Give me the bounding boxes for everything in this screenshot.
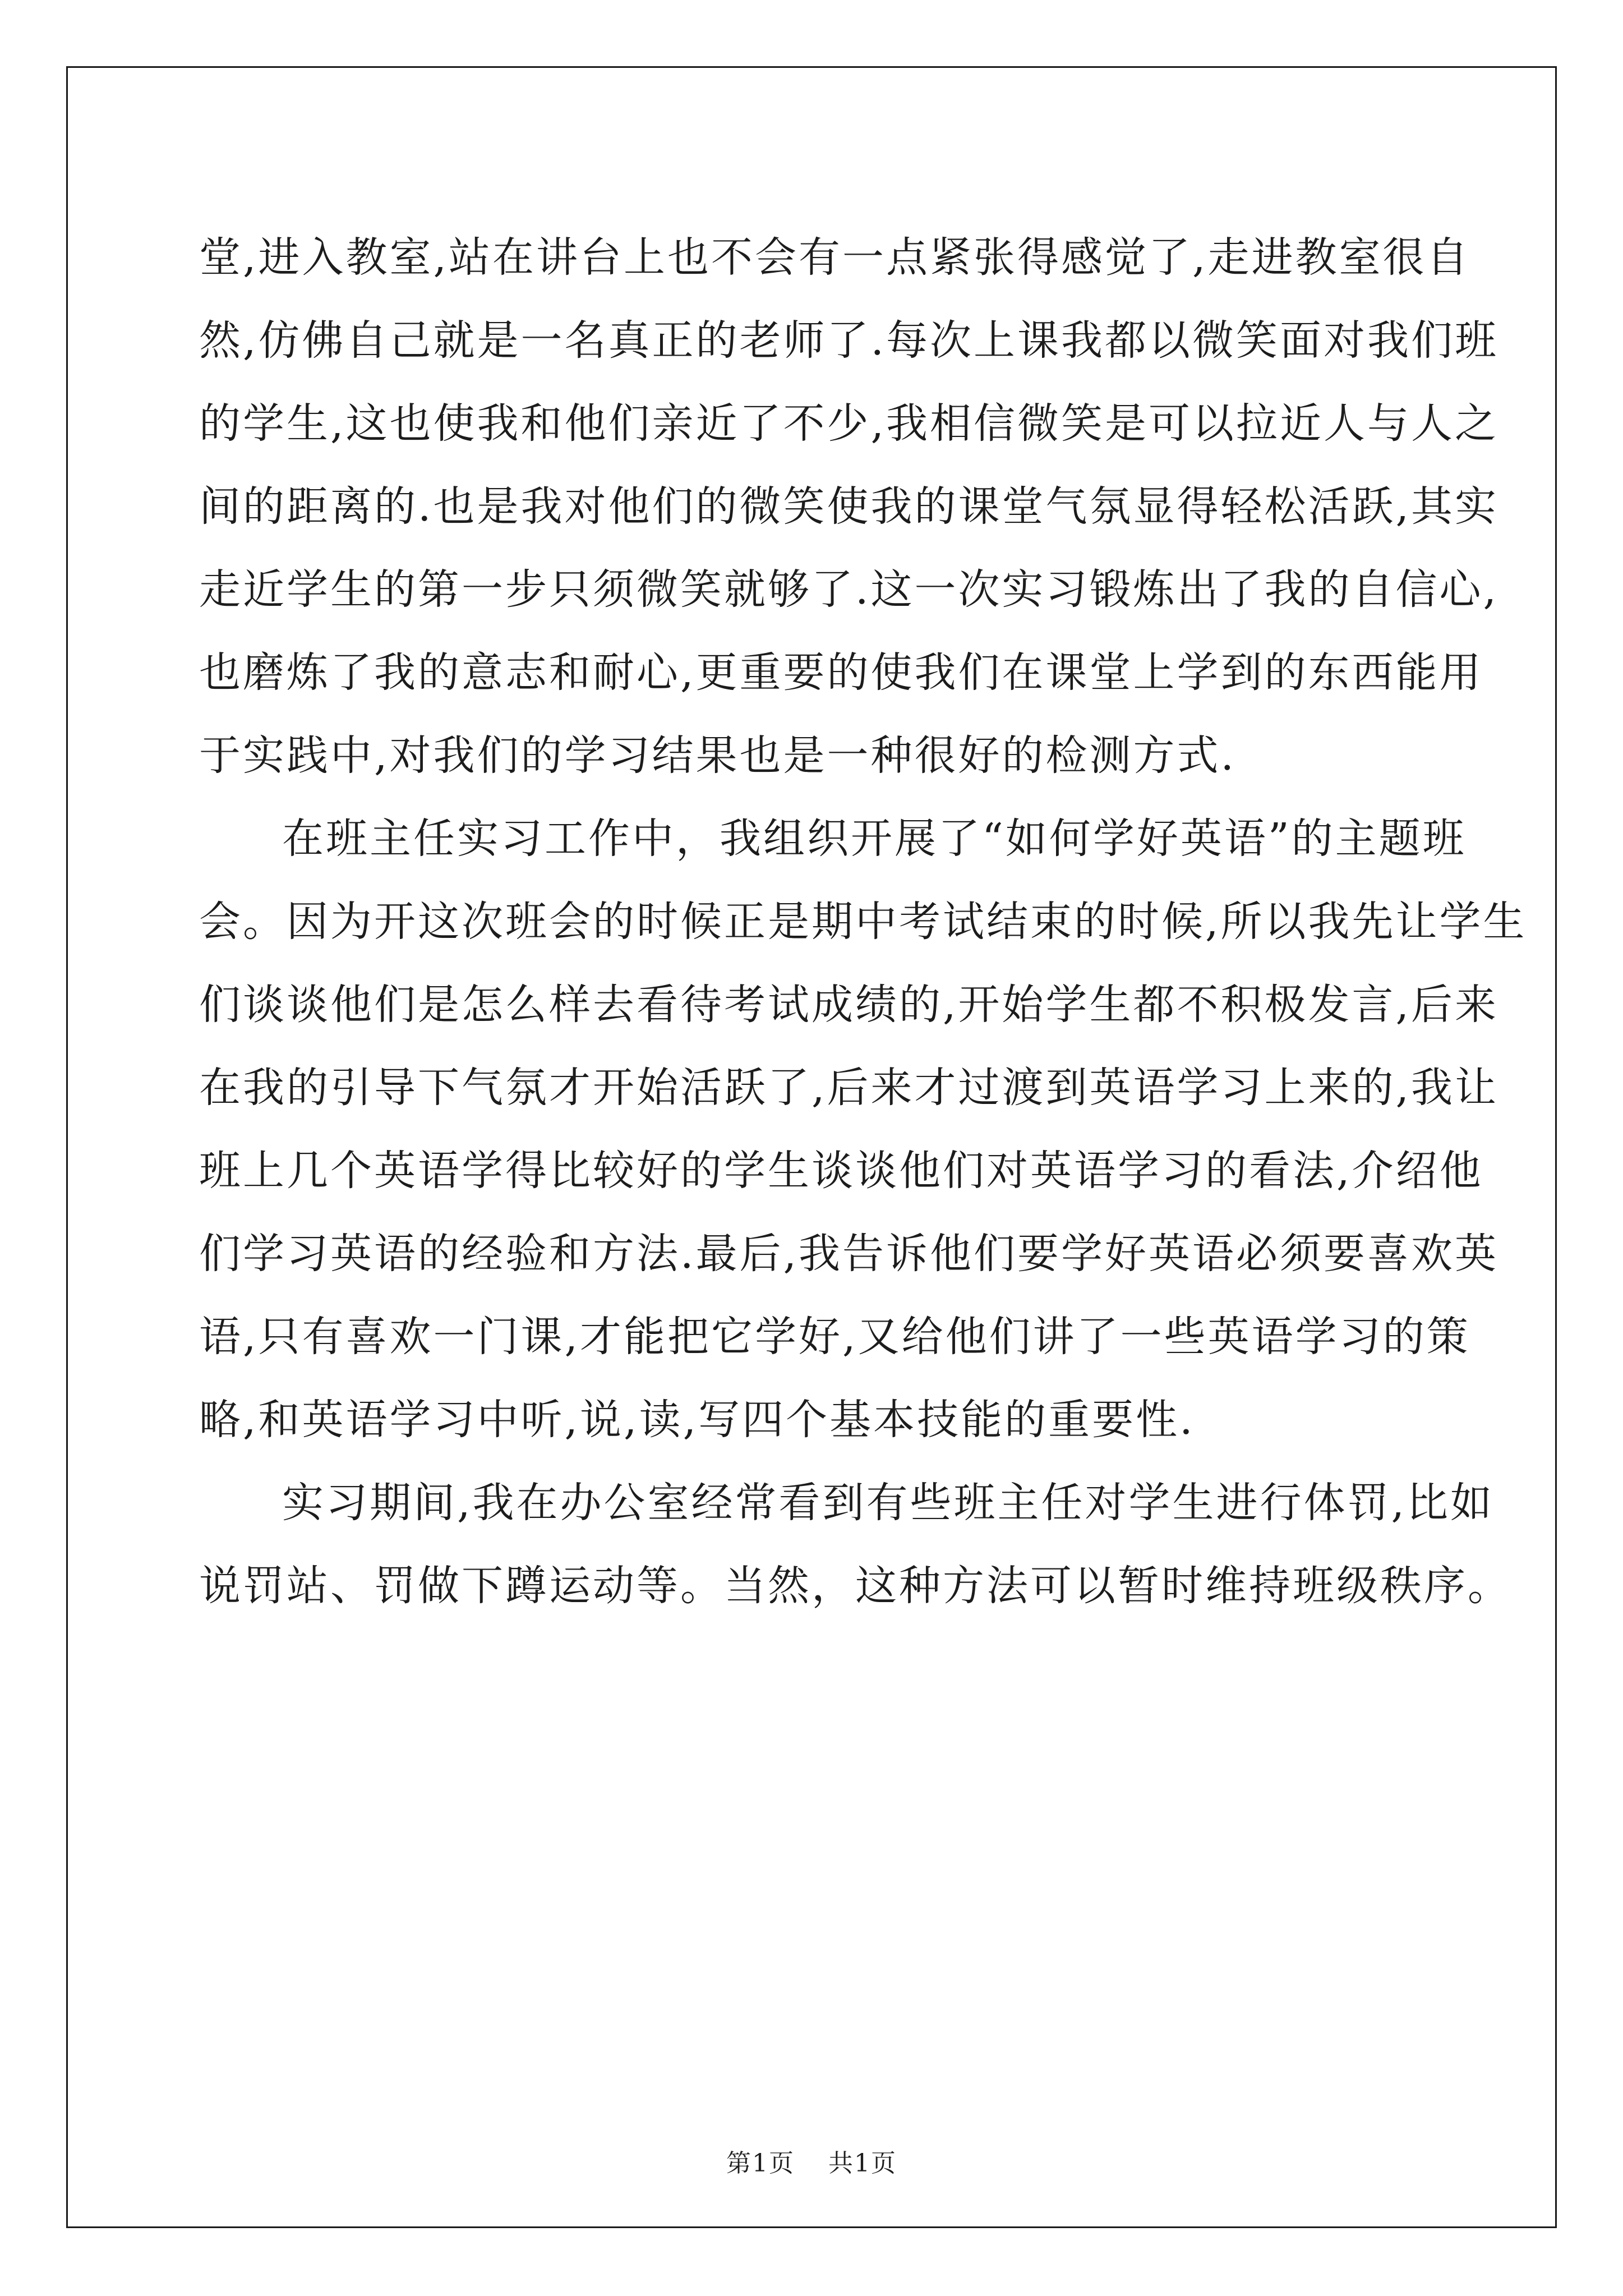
page-total: 共1页	[828, 2149, 897, 2178]
text-line: 说罚站、罚做下蹲运动等。当然，这种方法可以暂时维持班级秩序。	[199, 1562, 1511, 1610]
text-line: 间的距离的.也是我对他们的微笑使我的课堂气氛显得轻松活跃,其实	[199, 482, 1499, 531]
paragraph-1	[199, 216, 1499, 797]
text-line: 会。因为开这次班会的时候正是期中考试结束的时候,所以我先让学生	[199, 898, 1527, 946]
text-line: 走近学生的第一步只须微笑就够了.这一次实习锻炼出了我的自信心,	[199, 565, 1499, 614]
text-line: 于实践中,对我们的学习结果也是一种很好的检测方式.	[199, 731, 1237, 780]
text-line: 在班主任实习工作中，我组织开展了“如何学好英语”的主题班	[282, 815, 1467, 863]
page-footer	[0, 2143, 1623, 2179]
text-line: 然,仿佛自己就是一名真正的老师了.每次上课我都以微笑面对我们班	[199, 316, 1499, 365]
text-line: 实习期间,我在办公室经常看到有些班主任对学生进行体罚,比如	[282, 1479, 1495, 1527]
text-line: 也磨炼了我的意志和耐心,更重要的使我们在课堂上学到的东西能用	[199, 648, 1483, 697]
document-body	[199, 216, 1527, 1627]
text-line: 堂,进入教室,站在讲台上也不会有一点紧张得感觉了,走进教室很自	[199, 233, 1470, 282]
text-line: 语,只有喜欢一门课,才能把它学好,又给他们讲了一些英语学习的策	[199, 1313, 1470, 1361]
paragraph-2	[199, 797, 1527, 1461]
text-line: 们学习英语的经验和方法.最后,我告诉他们要学好英语必须要喜欢英	[199, 1230, 1499, 1278]
text-line: 在我的引导下气氛才开始活跃了,后来才过渡到英语学习上来的,我让	[199, 1064, 1499, 1112]
text-line: 们谈谈他们是怎么样去看待考试成绩的,开始学生都不积极发言,后来	[199, 981, 1499, 1029]
text-line: 略,和英语学习中听,说,读,写四个基本技能的重要性.	[199, 1396, 1195, 1444]
paragraph-3	[199, 1461, 1511, 1627]
text-line: 班上几个英语学得比较好的学生谈谈他们对英语学习的看法,介绍他	[199, 1147, 1483, 1195]
page-number: 第1页	[726, 2149, 795, 2178]
text-line: 的学生,这也使我和他们亲近了不少,我相信微笑是可以拉近人与人之	[199, 399, 1499, 448]
